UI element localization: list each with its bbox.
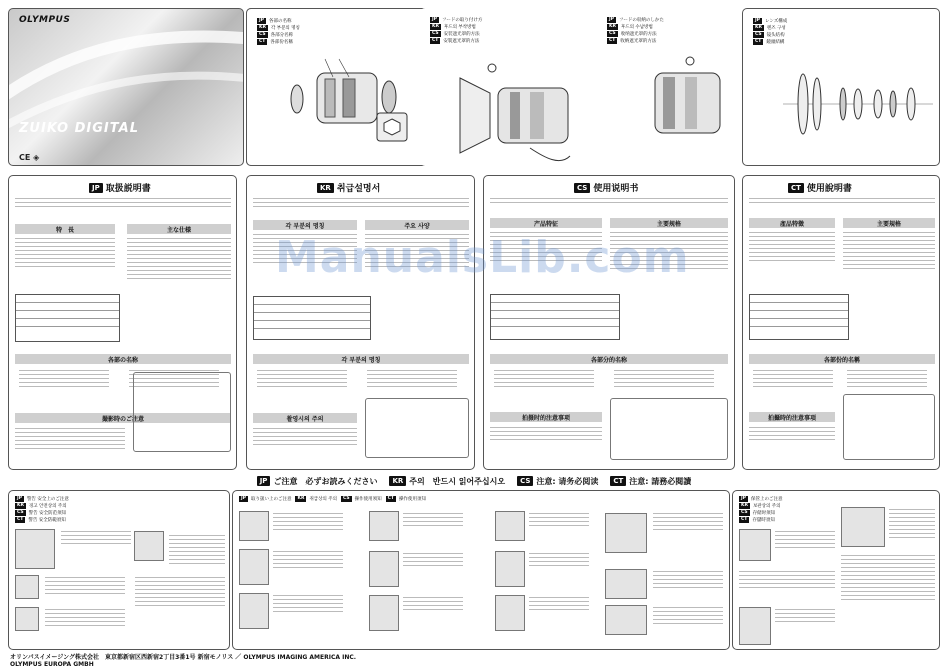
caution-tag-ct: CT: [610, 476, 626, 486]
hood-store-panel: [605, 8, 735, 166]
features-heading-jp: 特 長: [55, 227, 74, 234]
specs-heading-jp: 主な仕様: [166, 227, 191, 234]
hood-attach-panel: [420, 8, 600, 166]
parts-heading-cs2: 各部分的名称: [590, 357, 627, 364]
caution-tag-jp: JP: [257, 476, 271, 486]
parts-heading-jp: JP 各部の名称: [259, 17, 292, 24]
shooting-heading-cs: 拍摄时的注意事项: [521, 415, 570, 422]
shooting-heading-jp: 撮影時のご注意: [101, 416, 144, 423]
olympus-logo: OLYMPUS: [19, 15, 71, 25]
manual-panel-ct: [742, 175, 940, 470]
safety-cs: CS 警告 安全防范须知: [17, 509, 67, 516]
ce-mark-icon: CE ◈: [19, 153, 40, 162]
parts-heading-kr2: 각 부분의 명칭: [341, 357, 381, 364]
caution-text-ct: 注意: 請務必閱讀: [629, 476, 692, 486]
manual-header-ct: CT 使用說明書: [788, 181, 852, 194]
cover-artwork: [8, 8, 244, 166]
manual-panel-kr: [246, 175, 475, 470]
spec-table-cs: [490, 294, 620, 340]
parts-heading-cs: CS 各部分名称: [259, 31, 294, 38]
features-heading-kr: 각 부분의 명칭: [285, 223, 325, 230]
manual-header-cs: CS 使用说明书: [574, 181, 638, 194]
footer-address: オリンパスイメージング株式会社 東京都新宿区西新宿2丁目3番1号 新宿モノリス ／ OLYMPUS IMAGING AMERICA INC.: [10, 654, 357, 661]
lens-config-cs: CS 镜头结构: [755, 31, 785, 38]
caution-text-jp: ご注意 必ずお読みください: [273, 476, 378, 486]
manual-header-jp: JP 取扱説明書: [89, 181, 151, 194]
handling-heading: JP 取り扱い上のご注意 KR 취급상의 주의 CS 操作使用须知 CT 操作使用須知: [241, 495, 426, 502]
hood-attach-kr: KR 후드의 부착방법: [432, 23, 476, 30]
safety-ct: CT 警告 安全防範須知: [17, 516, 66, 523]
manual-header-kr: KR 취급설명서: [317, 181, 380, 194]
lens-config-panel: [742, 8, 940, 166]
hood-attach-jp: JP フードの取り付け方: [432, 16, 483, 23]
parts-heading-ct2: 各部份的名稱: [823, 357, 860, 364]
parts-heading-kr: KR 각 부분의 명칭: [259, 24, 300, 31]
hood-store-jp: JP フードの収納のしかた: [609, 16, 664, 23]
specs-heading-kr: 주요 사양: [404, 223, 430, 230]
swoosh-graphic: [9, 9, 244, 166]
parts-heading-ct: CT 各部份名稱: [259, 38, 293, 45]
caution-text-cs: 注意: 请务必阅读: [536, 476, 599, 486]
product-name: ZUIKO DIGITAL: [19, 121, 139, 136]
specs-heading-cs: 主要规格: [656, 221, 681, 228]
safety-panel: [8, 490, 230, 650]
features-heading-cs: 产品特征: [533, 221, 558, 228]
storage-cs: CS 存储时须知: [741, 509, 776, 516]
watermark: ManualsLib.com: [275, 232, 690, 283]
storage-ct: CT 存儲時須知: [741, 516, 775, 523]
hood-store-cs: CS 收纳遮光罩的方法: [609, 30, 657, 37]
lens-elements-diagram: [783, 59, 933, 149]
spec-table-jp: [15, 294, 120, 342]
handling-panel: [232, 490, 730, 650]
storage-panel: [732, 490, 940, 650]
safety-jp: JP 警告 安全上のご注意: [17, 495, 69, 502]
lens-config-ct: CT 鏡頭結構: [755, 38, 785, 45]
storage-kr: KR 보관상의 주의: [741, 502, 781, 509]
features-heading-ct: 產品特徵: [779, 221, 804, 228]
hood-attach-diagram: [450, 48, 600, 163]
caution-tag-cs: CS: [517, 476, 533, 486]
hood-store-diagram: [645, 53, 730, 153]
hood-store-kr: KR 후드의 수납방법: [609, 23, 653, 30]
spec-table-kr: [253, 296, 371, 340]
manual-panel-jp: [8, 175, 237, 470]
hood-store-ct: CT 收納遮光罩的方法: [609, 37, 657, 44]
hood-attach-cs: CS 安装遮光罩的方法: [432, 30, 480, 37]
shooting-heading-kr: 촬영시의 주의: [286, 416, 324, 423]
spec-table-ct: [749, 294, 849, 340]
caution-tag-kr: KR: [389, 476, 406, 486]
safety-kr: KR 경고 안전상의 주의: [17, 502, 67, 509]
parts-heading-jp2: 各部の名称: [107, 357, 138, 364]
storage-jp: JP 保管上のご注意: [741, 495, 783, 502]
caution-text-kr: 주의 반드시 읽어주십시오: [409, 476, 506, 486]
caution-banner: [8, 474, 940, 488]
lens-config-jp: JP レンズ構成: [755, 17, 788, 24]
specs-heading-ct: 主要規格: [876, 221, 901, 228]
shooting-heading-ct: 拍攝時的注意事項: [767, 415, 816, 422]
footer-europa: OLYMPUS EUROPA GMBH: [10, 661, 94, 668]
hood-attach-ct: CT 安裝遮光罩的方法: [432, 37, 480, 44]
lens-config-kr: KR 렌즈 구성: [755, 24, 786, 31]
manual-panel-cs: [483, 175, 735, 470]
